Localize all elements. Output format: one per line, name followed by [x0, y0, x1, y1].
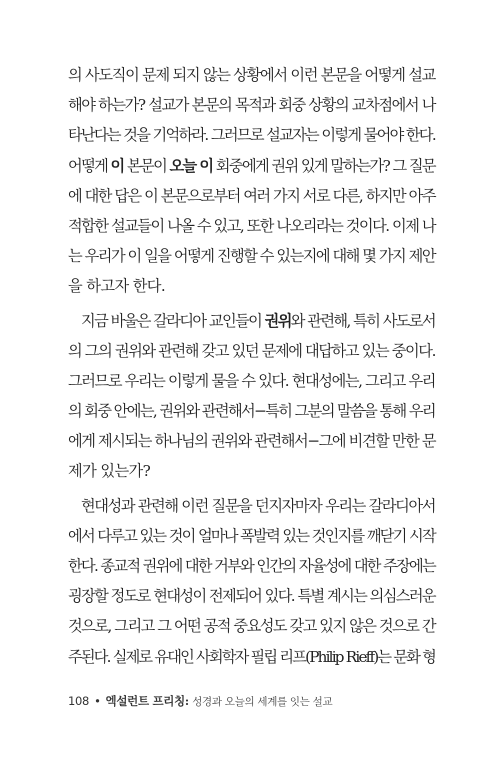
- text-run: 에 대한 답은 이 본문으로부터 여러 가지 서로 다른, 하지만 아주: [68, 186, 435, 205]
- text-run: 에서 다루고 있는 것이 얼마나 폭발력 있는 것인지를 깨닫기 시작: [68, 526, 435, 545]
- text-line: [68, 581, 435, 611]
- text-run: 한다. 종교적 권위에 대한 거부와 인간의 자율성에 대한 주장에는: [68, 557, 435, 575]
- text-line: [68, 521, 435, 551]
- text-run: 을 하고자 한다.: [68, 277, 166, 296]
- text-run: 적합한 설교들이 나올 수 있고, 또한 나오리라는 것이다. 이제 나: [68, 216, 435, 235]
- text-run: 회중에게 권위 있게 말하는가? 그 질문: [212, 156, 436, 175]
- text-line: [68, 271, 435, 301]
- text-run: 굉장할 정도로 현대성이 전제되어 있다. 특별 계시는 의심스러운: [68, 587, 435, 606]
- text-run: 것으로, 그리고 그 어떤 공적 중요성도 갖고 있지 않은 것으로 간: [68, 617, 435, 636]
- text-line: [68, 120, 435, 150]
- text-line: [68, 151, 435, 181]
- text-line: [68, 456, 435, 486]
- page-number: 108: [68, 694, 90, 708]
- text-line: [68, 306, 435, 336]
- text-run: 에게 제시되는 하나님의 권위와 관련해서−그에 비견할 만한 문: [68, 432, 436, 451]
- book-title: 엑설런트 프리칭:: [105, 694, 189, 708]
- text-line: [68, 491, 435, 521]
- text-run: 그러므로 우리는 이렇게 물을 수 있다. 현대성에는, 그리고 우리: [68, 371, 435, 390]
- text-run: 의 회중 안에는, 권위와 관련해서−특히 그분의 말씀을 통해 우리: [68, 402, 435, 421]
- emphasis-text: 이: [110, 156, 124, 175]
- body-text: [68, 60, 435, 672]
- text-run: 주된다. 실제로 유대인 사회학자 필립 리프(Philip Rieff)는 문화 형: [68, 647, 435, 666]
- text-line: [68, 90, 435, 120]
- footer-separator: •: [94, 694, 101, 708]
- text-run: 의 그의 권위와 관련해 갖고 있던 문제에 대답하고 있는 중이다.: [68, 341, 435, 360]
- text-run: 현대성과 관련해 이런 질문을 던지자마자 우리는 갈라디아서: [81, 496, 435, 515]
- text-run: 제가 있는가?: [68, 462, 151, 481]
- text-line: [68, 211, 435, 241]
- text-line: [68, 426, 435, 456]
- emphasis-text: 오늘 이: [169, 156, 213, 175]
- text-run: 어떻게: [68, 156, 111, 175]
- text-line: [68, 336, 435, 366]
- text-run: 지금 바울은 갈라디아 교인들이: [81, 311, 265, 330]
- paragraph: [68, 60, 435, 302]
- emphasis-text: 권위: [264, 311, 291, 330]
- text-line: [68, 241, 435, 271]
- paragraph: [68, 491, 435, 672]
- text-line: [68, 611, 435, 641]
- text-run: 타난다는 것을 기억하라. 그러므로 설교자는 이렇게 물어야 한다.: [68, 126, 435, 145]
- text-run: 는 우리가 이 일을 어떻게 진행할 수 있는지에 대해 몇 가지 제안: [68, 247, 435, 266]
- text-run: 해야 하는가? 설교가 본문의 목적과 회중 상황의 교차점에서 나: [68, 96, 435, 115]
- page-footer: [68, 693, 332, 709]
- book-subtitle: 성경과 오늘의 세계를 잇는 설교: [192, 696, 333, 708]
- text-line: [68, 60, 435, 90]
- text-line: [68, 366, 435, 396]
- text-run: 본문이: [123, 156, 170, 175]
- text-line: [68, 396, 435, 426]
- text-line: [68, 642, 435, 672]
- text-line: [68, 181, 435, 211]
- text-run: 와 관련해, 특히 사도로서: [290, 311, 435, 330]
- text-run: 의 사도직이 문제 되지 않는 상황에서 이런 본문을 어떻게 설교: [68, 66, 435, 84]
- text-line: [68, 551, 435, 581]
- paragraph: [68, 306, 435, 487]
